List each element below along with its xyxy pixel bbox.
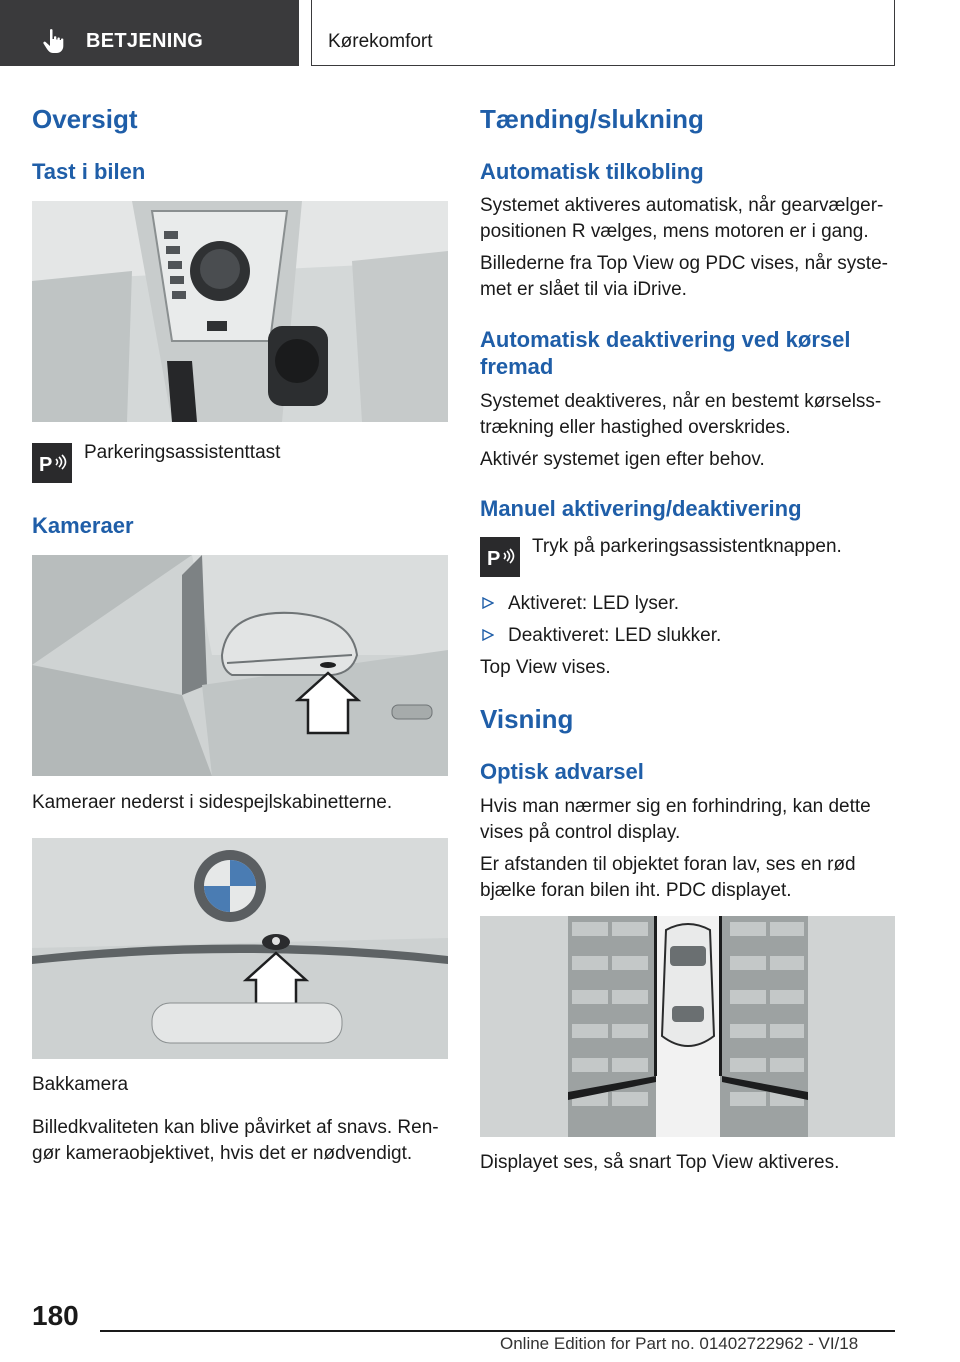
chapter-tab xyxy=(311,0,895,66)
manual-text: Tryk på parkeringsassistentknappen. xyxy=(532,536,842,557)
side-mirror-photo xyxy=(32,555,448,776)
heading-button-in-car: Tast i bilen xyxy=(32,159,146,184)
heading-overview: Oversigt xyxy=(32,104,138,134)
footer-divider xyxy=(100,1330,895,1332)
auto-off-line-1: Systemet deaktiveres, når en bestemt kørselss- xyxy=(480,391,882,412)
section-label: BETJENING xyxy=(86,30,204,52)
auto-off-line-2: trækning eller hastighed overskrides. xyxy=(480,417,791,438)
chapter-label: Kørekomfort xyxy=(328,31,433,52)
caption-display: Displayet ses, så snart Top View aktiveres. xyxy=(480,1152,840,1173)
heading-auto-on: Automatisk tilkobling xyxy=(480,159,704,184)
heading-auto-off-1: Automatisk deaktivering ved kørsel xyxy=(480,327,851,352)
svg-text:P: P xyxy=(39,454,53,476)
optical-line-2: vises på control display. xyxy=(480,822,681,843)
heading-display: Visning xyxy=(480,704,574,734)
caption-parking-button: Parkeringsassistenttast xyxy=(84,442,281,463)
section-tab xyxy=(0,0,299,66)
bullet-triangle-icon xyxy=(482,629,494,641)
hand-pointer-icon xyxy=(42,28,66,54)
page-header xyxy=(0,0,960,66)
console-photo xyxy=(32,201,448,422)
auto-on-line-2: positionen R vælges, mens motoren er i gang. xyxy=(480,221,869,242)
note-line-1: Billedkvaliteten kan blive påvirket af snavs. Ren- xyxy=(32,1117,439,1138)
edition-text: Online Edition for Part no. 01402722962 - VI/18 xyxy=(500,1334,859,1353)
heading-optical: Optisk advarsel xyxy=(480,759,644,784)
heading-cameras: Kameraer xyxy=(32,513,134,538)
bullet-triangle-icon xyxy=(482,597,494,609)
optical-line-3: Er afstanden til objektet foran lav, ses en rød xyxy=(480,854,856,875)
parking-assist-icon xyxy=(480,537,520,577)
bullet-2: Deaktiveret: LED slukker. xyxy=(508,625,722,646)
rear-camera-photo xyxy=(32,838,448,1059)
auto-on-line-4: met er slået til via iDrive. xyxy=(480,279,687,300)
page-number: 180 xyxy=(32,1300,79,1331)
caption-side-cameras: Kameraer nederst i sidespejlskabinetterne. xyxy=(32,792,393,813)
caption-rear-camera: Bakkamera xyxy=(32,1074,129,1095)
parking-assist-icon xyxy=(32,443,72,483)
bullet-1: Aktiveret: LED lyser. xyxy=(508,593,680,614)
optical-line-1: Hvis man nærmer sig en forhindring, kan dette xyxy=(480,796,871,817)
svg-text:P: P xyxy=(487,548,501,570)
heading-manual: Manuel aktivering/deaktivering xyxy=(480,496,802,521)
auto-on-line-1: Systemet aktiveres automatisk, når gearvælger- xyxy=(480,195,884,216)
top-view-display-image xyxy=(480,916,895,1137)
optical-line-4: bjælke foran bilen iht. PDC displayet. xyxy=(480,880,792,901)
note-line-2: gør kameraobjektivet, hvis det er nødvendigt. xyxy=(32,1143,413,1164)
auto-on-line-3: Billederne fra Top View og PDC vises, når syste- xyxy=(480,253,888,274)
heading-on-off: Tænding/slukning xyxy=(480,104,704,134)
auto-off-line-3: Aktivér systemet igen efter behov. xyxy=(480,449,765,470)
heading-auto-off-2: fremad xyxy=(480,354,554,379)
top-view-shown: Top View vises. xyxy=(480,657,611,678)
